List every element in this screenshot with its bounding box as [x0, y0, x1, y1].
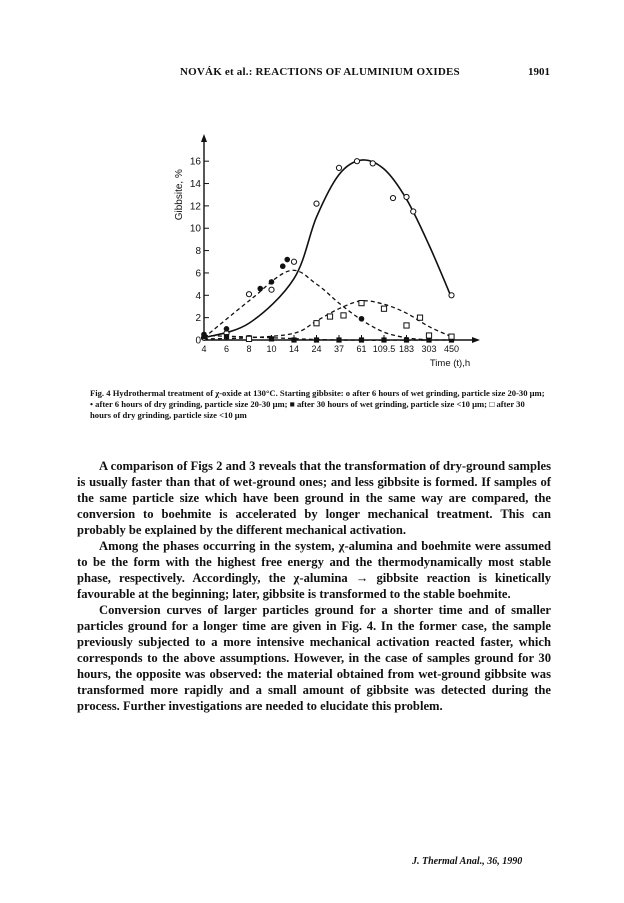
paragraph-1: A comparison of Figs 2 and 3 reveals that the transformation of dry-ground samples is usually faster than that of wet-ground ones; and less gibbsite is formed. If samples of the same particle size which have been ground in the same way are compared, the conversion to boehmite is accelerated by longer mechanical treatment. This can probably be explained by the different mechanical activation. [77, 459, 551, 537]
series-4-point [417, 315, 422, 320]
paragraph-3: Conversion curves of larger particles ground for a shorter time and of smaller particles ground for a longer time are given in Fig. 4. In the former case, the sample previously subjected to a more intensive mechanical activation reacted faster, which corresponds to the above assumptions. However, in the case of samples ground for 30 hours, the opposite was observed: the material obtained from wet-ground gibbsite was transformed more rapidly and a small amount of gibbsite was detected during the process. Further investigations are needed to elucidate this problem. [77, 603, 551, 713]
x-tick-label: 61 [356, 344, 367, 354]
series-4-point [246, 336, 251, 341]
series-3-point [314, 337, 319, 342]
y-axis-arrow [201, 134, 207, 142]
page-number: 1901 [528, 66, 550, 78]
series-3-point [404, 337, 409, 342]
series-4-point [359, 301, 364, 306]
series-1-point [314, 201, 319, 206]
page-header [0, 66, 624, 82]
journal-footer: J. Thermal Anal., 36, 1990 [412, 856, 523, 867]
series-4-point [381, 306, 386, 311]
x-tick-label: 450 [443, 344, 460, 354]
x-tick-label: 303 [421, 344, 437, 354]
series-1-point [246, 292, 251, 297]
x-tick-label: 10 [266, 344, 277, 354]
x-tick-label: 6 [223, 344, 230, 354]
y-tick-label: 8 [195, 246, 201, 258]
series-4-point [314, 321, 319, 326]
series-4-line [204, 301, 452, 339]
y-tick-label: 14 [189, 179, 201, 191]
x-tick-label: 37 [333, 344, 345, 354]
series-4-point [404, 323, 409, 328]
x-tick-label: 109.5 [372, 344, 396, 354]
series-2-point [359, 316, 365, 322]
y-axis-title: Gibbsite, % [174, 169, 185, 221]
series-4-point [327, 314, 332, 319]
series-2-point [284, 257, 290, 263]
y-tick-label: 0 [195, 335, 201, 347]
series-1-point [390, 195, 395, 200]
chart-curves [204, 160, 452, 340]
series-1-point [336, 165, 341, 170]
paragraph-2: Among the phases occurring in the system, χ-alumina and boehmite were assumed to be the form with the highest free energy and the thermodynamically most stable phase, respectively. Accordingly, the χ-alumina → gibbsite reaction is kinetically favourable at the beginning; later, gibbsite is transformed to the stable boehmite. [77, 539, 551, 601]
chart-marks [201, 159, 454, 343]
x-axis-arrow [472, 337, 480, 343]
series-3-point [291, 337, 296, 342]
series-1-point [291, 259, 296, 264]
series-2-point [257, 286, 263, 292]
figure-label: Fig. 4 [90, 388, 111, 398]
y-tick-label: 2 [195, 313, 201, 325]
y-tick-label: 12 [189, 201, 201, 213]
series-3-point [224, 334, 229, 339]
series-3-point [381, 337, 386, 342]
series-3-point [201, 334, 206, 339]
x-axis-title: Time (t),h [429, 358, 471, 369]
series-4-point [341, 313, 346, 318]
gibbsite-chart [150, 118, 490, 378]
series-4-point [449, 334, 454, 339]
series-1-line [204, 160, 452, 338]
x-tick-label: 183 [398, 344, 415, 354]
series-1-point [411, 209, 416, 214]
figure-caption [90, 388, 545, 422]
series-3-point [336, 337, 341, 342]
series-3-point [359, 337, 364, 342]
y-tick-label: 6 [195, 268, 201, 280]
series-1-point [354, 159, 359, 164]
y-tick-label: 16 [189, 156, 201, 168]
y-tick-label: 4 [195, 290, 201, 302]
y-tick-label: 10 [189, 223, 201, 235]
series-3-point [269, 336, 274, 341]
body-text [77, 458, 551, 714]
running-title: NOVÁK et al.: REACTIONS OF ALUMINIUM OXIDES [180, 66, 460, 78]
series-2-point [280, 263, 286, 269]
x-tick-label: 14 [288, 344, 300, 354]
series-1-point [449, 293, 454, 298]
chart-labels [174, 157, 470, 369]
x-tick-label: 8 [246, 344, 252, 354]
x-tick-label: 24 [311, 344, 322, 354]
series-2-point [269, 279, 275, 285]
series-1-point [370, 161, 375, 166]
series-1-point [404, 194, 409, 199]
figure-caption-text: Hydrothermal treatment of χ-oxide at 130°C. Starting gibbsite: o after 6 hours of wet grinding, particle size 20-30 μm; • after 6 hours of dry grinding, particle size 20-30 μm; ■ after 30 hours of wet grinding, particle size <10 μm; □ after 30 hours of dry grinding, particle size <10 μm [90, 388, 545, 421]
series-2-point [224, 326, 230, 332]
series-1-point [269, 287, 274, 292]
series-4-point [426, 333, 431, 338]
x-tick-label: 4 [201, 344, 207, 354]
